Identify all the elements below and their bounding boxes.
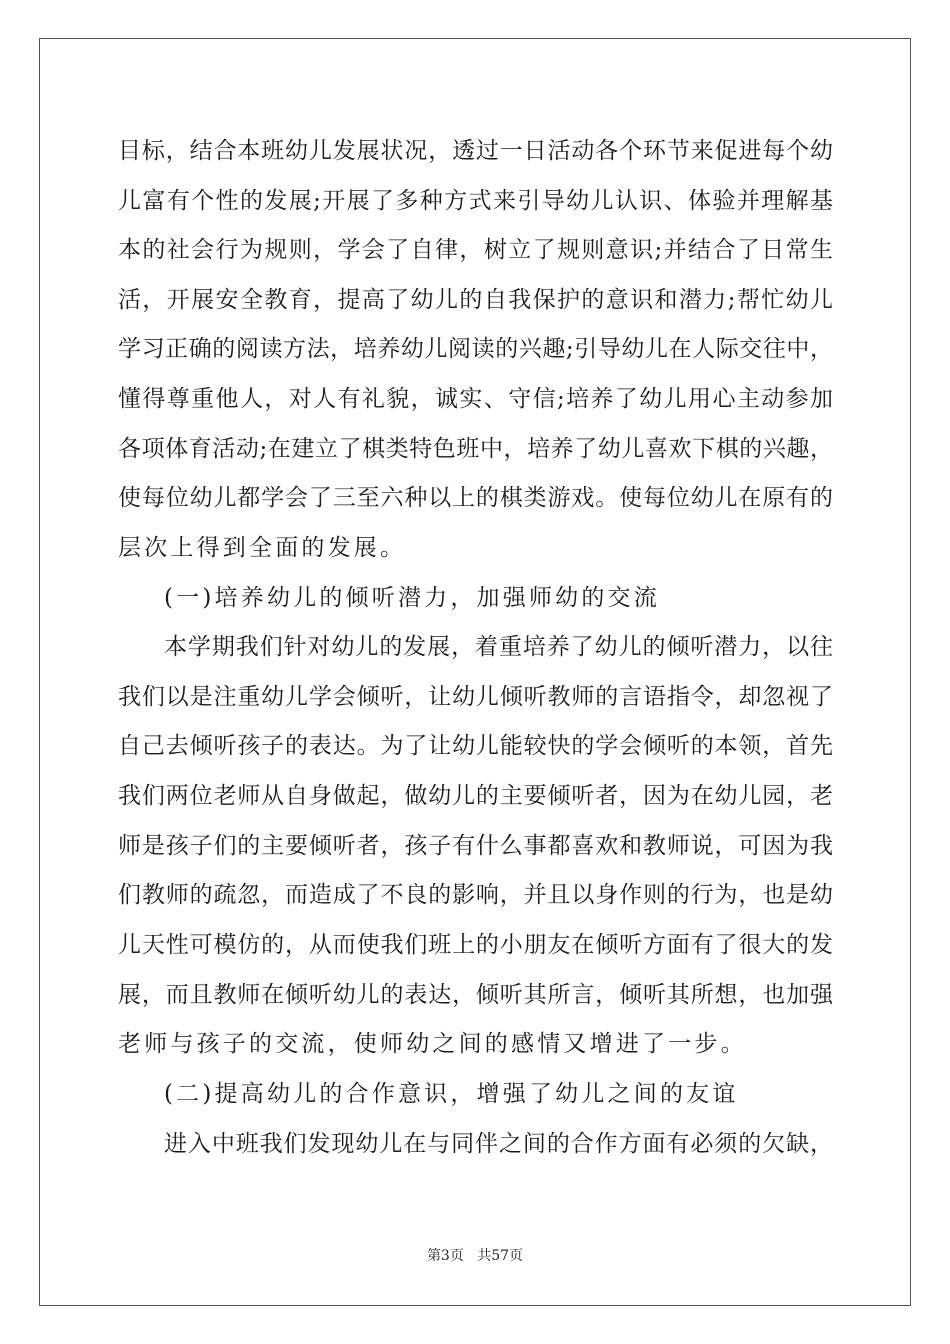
page-total: 共57页 <box>477 1248 524 1264</box>
text-line: 活，开展安全教育，提高了幼儿的自我保护的意识和潜力;帮忙幼儿 <box>118 287 833 313</box>
section-heading: (一)培养幼儿的倾听潜力，加强师幼的交流 <box>164 585 660 611</box>
page-number: 第3页 <box>426 1248 464 1264</box>
text-line: 展，而且教师在倾听幼儿的表达，倾听其所言，倾听其所想，也加强 <box>118 982 833 1008</box>
text-line: 儿富有个性的发展;开展了多种方式来引导幼儿认识、体验并理解基 <box>118 188 833 214</box>
text-line: 我们两位老师从自身做起，做幼儿的主要倾听者，因为在幼儿园，老 <box>118 783 833 809</box>
text-line: 儿天性可模仿的，从而使我们班上的小朋友在倾听方面有了很大的发 <box>118 932 833 958</box>
section-heading: (二)提高幼儿的合作意识，增强了幼儿之间的友谊 <box>164 1081 739 1107</box>
text-line: 懂得尊重他人，对人有礼貌，诚实、守信;培养了幼儿用心主动参加 <box>118 386 833 412</box>
text-line: 本的社会行为规则，学会了自律，树立了规则意识;并结合了日常生 <box>118 237 833 263</box>
text-line: 层次上得到全面的发展。 <box>118 535 407 561</box>
text-line: 师是孩子们的主要倾听者，孩子有什么事都喜欢和教师说，可因为我 <box>118 833 833 859</box>
text-line: 老师与孩子的交流，使师幼之间的感情又增进了一步。 <box>118 1031 747 1057</box>
text-line: 进入中班我们发现幼儿在与同伴之间的合作方面有必须的欠缺， <box>164 1131 833 1157</box>
page-footer <box>0 1246 950 1266</box>
page-frame <box>39 38 911 1306</box>
text-line: 使每位幼儿都学会了三至六种以上的棋类游戏。使每位幼儿在原有的 <box>118 485 833 511</box>
text-line: 自己去倾听孩子的表达。为了让幼儿能较快的学会倾听的本领，首先 <box>118 733 833 759</box>
text-line: 学习正确的阅读方法，培养幼儿阅读的兴趣;引导幼儿在人际交往中， <box>118 336 833 362</box>
text-line: 本学期我们针对幼儿的发展，着重培养了幼儿的倾听潜力，以往 <box>164 634 833 660</box>
text-line: 我们以是注重幼儿学会倾听，让幼儿倾听教师的言语指令，却忽视了 <box>118 684 833 710</box>
text-line: 目标，结合本班幼儿发展状况，透过一日活动各个环节来促进每个幼 <box>118 138 833 164</box>
text-line: 各项体育活动;在建立了棋类特色班中，培养了幼儿喜欢下棋的兴趣， <box>118 436 833 462</box>
text-line: 们教师的疏忽，而造成了不良的影响，并且以身作则的行为，也是幼 <box>118 882 833 908</box>
